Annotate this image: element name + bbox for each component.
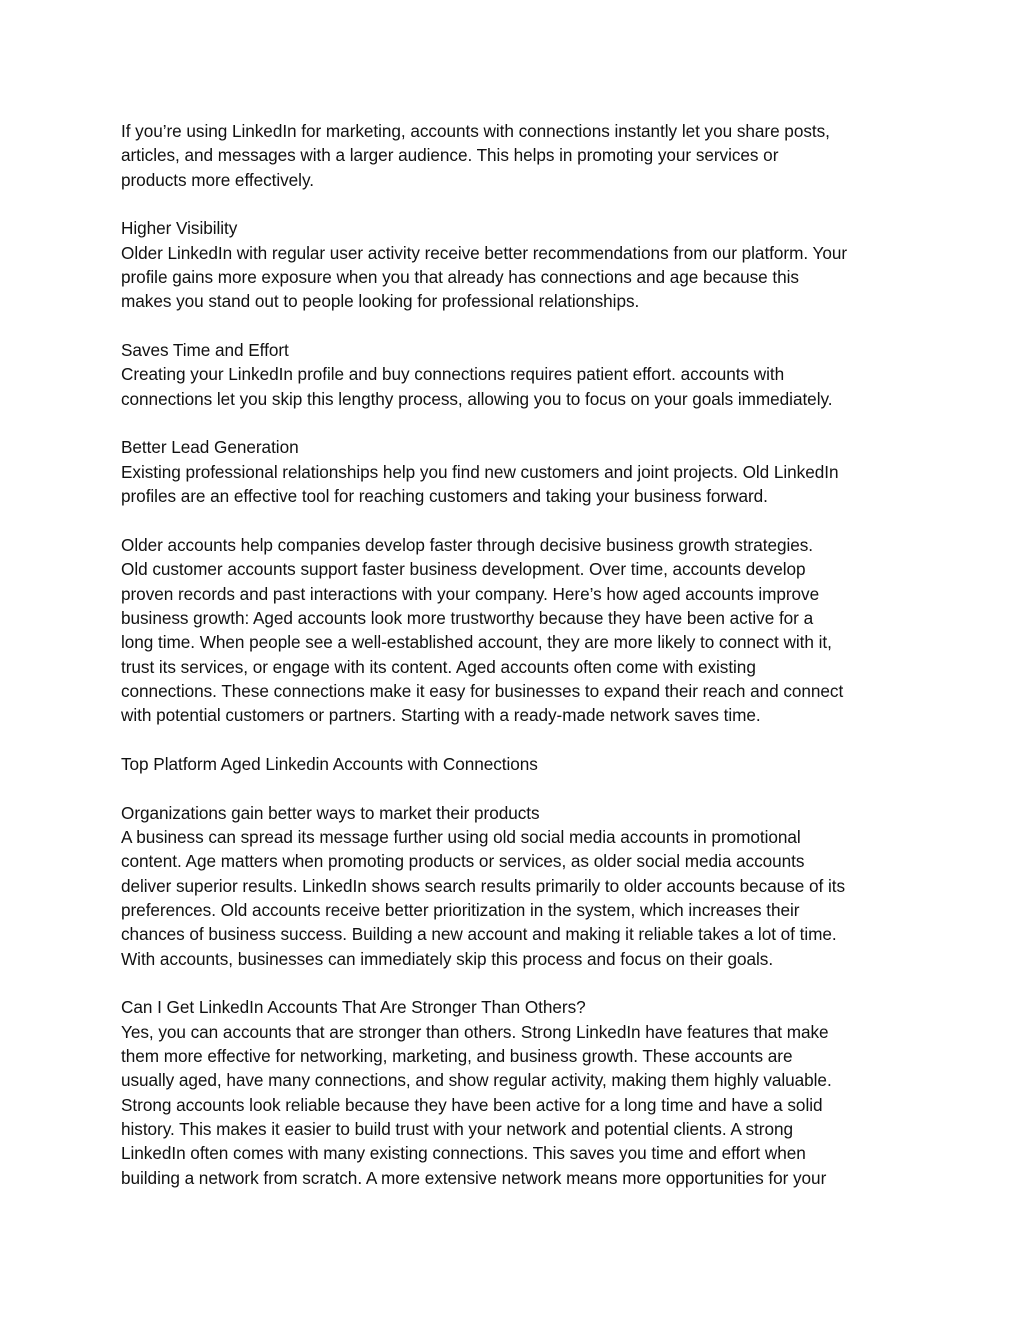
paragraph-line: chances of business success. Building a new account and making it reliable takes a lot of time. [121, 924, 837, 945]
paragraph-line: Old customer accounts support faster business development. Over time, accounts develop [121, 559, 806, 580]
section-heading: Higher Visibility [121, 218, 238, 239]
paragraph-line: Existing professional relationships help you find new customers and joint projects. Old LinkedIn [121, 461, 839, 482]
paragraph-spacer [121, 776, 911, 800]
section-heading: Top Platform Aged Linkedin Accounts with Connections [121, 753, 538, 774]
paragraph-line: with potential customers or partners. Starting with a ready-made network saves time. [121, 705, 761, 726]
paragraph-line: products more effectively. [121, 169, 314, 190]
paragraph-line: preferences. Old accounts receive better prioritization in the system, which increases their [121, 900, 800, 920]
paragraph-line: Creating your LinkedIn profile and buy connections requires patient effort. accounts with [121, 364, 785, 385]
document-body [121, 119, 911, 1190]
paragraph-line: proven records and past interactions with your company. Here’s how aged accounts improve [121, 583, 820, 604]
paragraph-line: building a network from scratch. A more extensive network means more opportunities for your [121, 1167, 827, 1188]
paragraph-spacer [121, 728, 911, 752]
paragraph-line: If you’re using LinkedIn for marketing, accounts with connections instantly let you share posts, [121, 121, 830, 141]
paragraph-line: history. This makes it easier to build trust with your network and potential clients. A strong [121, 1119, 793, 1140]
paragraph-spacer [121, 314, 911, 338]
paragraph-line: makes you stand out to people looking for professional relationships. [121, 291, 640, 312]
paragraph-line: Strong accounts look reliable because they have been active for a long time and have a solid [121, 1094, 823, 1115]
paragraph-line: Older LinkedIn with regular user activity receive better recommendations from our platform. Your [121, 242, 848, 263]
top-platform-heading-block [121, 752, 911, 776]
paragraph-line: connections let you skip this lengthy process, allowing you to focus on your goals immediately. [121, 388, 833, 409]
paragraph-spacer [121, 192, 911, 216]
paragraph-line: LinkedIn often comes with many existing connections. This saves you time and effort when [121, 1143, 806, 1164]
paragraph-line: long time. When people see a well-established account, they are more likely to connect with it, [121, 632, 832, 653]
paragraph-line: usually aged, have many connections, and show regular activity, making them highly valuable. [121, 1070, 832, 1091]
paragraph-spacer [121, 509, 911, 533]
section-saves-time [121, 338, 911, 411]
section-better-lead-generation [121, 435, 911, 508]
section-stronger-accounts [121, 995, 911, 1190]
paragraph-line: profile gains more exposure when you that already has connections and age because this [121, 267, 799, 288]
paragraph-spacer [121, 971, 911, 995]
paragraph-line: deliver superior results. LinkedIn shows search results primarily to older accounts because of its [121, 875, 845, 896]
section-heading: Can I Get LinkedIn Accounts That Are Stronger Than Others? [121, 997, 586, 1018]
section-organizations-market [121, 801, 911, 971]
older-accounts-paragraph [121, 533, 911, 728]
section-higher-visibility [121, 216, 911, 313]
paragraph-line: connections. These connections make it easy for businesses to expand their reach and connect [121, 680, 844, 701]
intro-paragraph [121, 119, 911, 192]
paragraph-line: articles, and messages with a larger audience. This helps in promoting your services or [121, 145, 779, 166]
paragraph-line: business growth: Aged accounts look more trustworthy because they have been active for a [121, 607, 814, 628]
paragraph-line: A business can spread its message further using old social media accounts in promotional [121, 826, 801, 847]
paragraph-line: profiles are an effective tool for reaching customers and taking your business forward. [121, 486, 768, 507]
paragraph-spacer [121, 411, 911, 435]
paragraph-line: them more effective for networking, marketing, and business growth. These accounts are [121, 1046, 793, 1067]
paragraph-line: With accounts, businesses can immediately skip this process and focus on their goals. [121, 948, 774, 969]
paragraph-line: trust its services, or engage with its content. Aged accounts often come with existing [121, 656, 756, 677]
paragraph-line: Yes, you can accounts that are stronger than others. Strong LinkedIn have features that make [121, 1021, 829, 1042]
paragraph-line: Older accounts help companies develop faster through decisive business growth strategies. [121, 534, 814, 555]
section-heading: Saves Time and Effort [121, 340, 289, 361]
section-heading: Organizations gain better ways to market their products [121, 802, 540, 823]
paragraph-line: content. Age matters when promoting products or services, as older social media accounts [121, 851, 805, 872]
section-heading: Better Lead Generation [121, 437, 299, 458]
